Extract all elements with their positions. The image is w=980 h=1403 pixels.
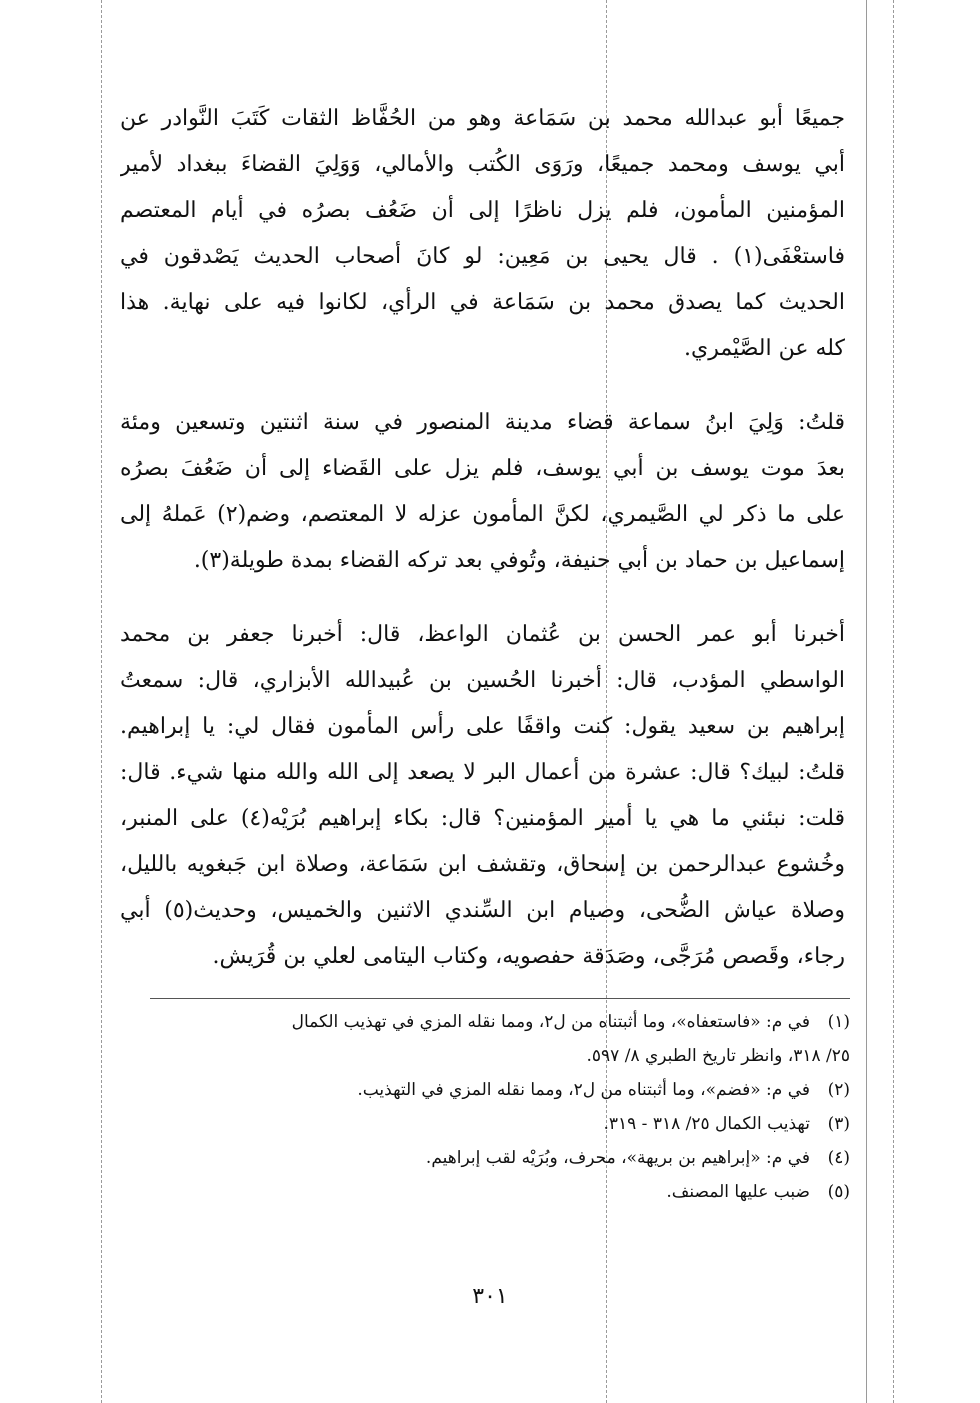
footnote-5 xyxy=(150,1175,850,1209)
footnote-text: في م: «إبراهيم بن بريهة»، محرف، وبُرَيْه لقب إبراهيم. xyxy=(425,1148,810,1168)
paragraph-1 xyxy=(120,96,845,372)
footnote-number: (٤) xyxy=(827,1148,850,1168)
footnote-3 xyxy=(150,1107,850,1141)
paragraph-3 xyxy=(120,612,845,980)
text-line: جميعًا أبو عبدالله محمد بن سَمَاعة وهو من الحُفَّاظ الثقات كَتَبَ النَّوادر عن xyxy=(120,106,845,131)
text-line: الواسطي المؤدب، قال: أخبرنا الحُسين بن عُبيدالله الأبزاري، قال: سمعتُ xyxy=(120,668,845,693)
footnote-number: (٣) xyxy=(827,1114,850,1134)
book-page-body xyxy=(120,96,845,980)
footnote-text: ٢٥/ ٣١٨، وانظر تاريخ الطبري ٨/ ٥٩٧. xyxy=(586,1046,850,1066)
footnote-text: في م: «فضم»، وما أثبتناه من ل٢، ومما نقله المزي في التهذيب. xyxy=(357,1080,810,1100)
footnote-text: في م: «فاستعفاه»، وما أثبتناه من ل٢، ومما نقله المزي في تهذيب الكمال xyxy=(291,1012,810,1032)
text-line: الحديث كما يصدق محمد بن سَمَاعة في الرأي، لكانوا فيه على نهاية. هذا xyxy=(120,290,845,315)
footnotes xyxy=(150,998,850,1209)
text-line: بعدَ موت يوسف بن أبي يوسف، فلم يزل على القَضاء إلى أن ضَعُفَ بصرُه xyxy=(120,456,845,481)
text-line: إبراهيم بن سعيد يقول: كنت واقفًا على رأس المأمون فقال لي: يا إبراهيم. xyxy=(120,714,845,739)
margin-guide-line xyxy=(866,0,867,1403)
footnote-1-continuation xyxy=(150,1039,850,1073)
paragraph-2 xyxy=(120,400,845,584)
text-line: وصلاة عياش الضُّحى، وصيام ابن السِّندي الاثنين والخميس، وحديث(٥) أبي xyxy=(120,898,845,923)
margin-guide-line xyxy=(101,0,102,1403)
footnote-text: ضبب عليها المصنف. xyxy=(666,1182,810,1202)
margin-guide-line xyxy=(893,0,894,1403)
footnote-2 xyxy=(150,1073,850,1107)
text-line: المؤمنين المأمون، فلم يزل ناظرًا إلى أن ضَعُف بصرُه في أيام المعتصم xyxy=(120,198,845,223)
text-line: قلت: نبئني ما هي يا أمير المؤمنين؟ قال: بكاء إبراهيم بُرَيْه(٤) على المنبر، xyxy=(120,806,845,831)
text-line: قلتُ: وَلِيَ ابنُ سماعة قضاء مدينة المنصور في سنة اثنتين وتسعين ومئة xyxy=(120,410,845,435)
text-line: أخبرنا أبو عمر الحسن بن عُثمان الواعظ، قال: أخبرنا جعفر بن محمد xyxy=(120,622,845,647)
footnote-text: تهذيب الكمال ٢٥/ ٣١٨ - ٣١٩. xyxy=(603,1114,810,1134)
text-line: رجاء، وقَصص مُرَجَّى، وصَدَقة حفصويه، وكتاب اليتامى لعلي بن قُرَيش. xyxy=(212,944,845,969)
text-line: كله عن الصَّيْمري. xyxy=(683,336,845,361)
footnote-number: (٢) xyxy=(827,1080,850,1100)
text-line: وخُشوع عبدالرحمن بن إسحاق، وتقشف ابن سَمَاعة، وصلاة ابن جَبغويه بالليل، xyxy=(120,852,845,877)
footnote-4 xyxy=(150,1141,850,1175)
footnote-number: (٥) xyxy=(827,1182,850,1202)
text-line: أبي يوسف ومحمد جميعًا، ورَوَى الكُتب والأمالي، وَوَلِيَ القضاءَ ببغداد لأمير xyxy=(120,152,845,177)
footnote-number: (١) xyxy=(827,1012,850,1032)
footnote-1 xyxy=(150,1005,850,1039)
text-line: قلتُ: لبيك؟ قال: عشرة من أعمال البر لا يصعد إلى الله والله منها شيء. قال: xyxy=(120,760,845,785)
text-line: فاستعْفَى(١) . قال يحيى بن مَعِين: لو كانَ أصحاب الحديث يَصْدقون في xyxy=(120,244,845,269)
text-line: إسماعيل بن حماد بن أبي حنيفة، وتُوفي بعد تركه القضاء بمدة طويلة(٣). xyxy=(193,548,845,573)
text-line: على ما ذكر لي الصَّيمري، لكنَّ المأمون عزله لا المعتصم، وضم(٢) عَملهُ إلى xyxy=(120,502,845,527)
page-number: ٣٠١ xyxy=(472,1284,508,1309)
